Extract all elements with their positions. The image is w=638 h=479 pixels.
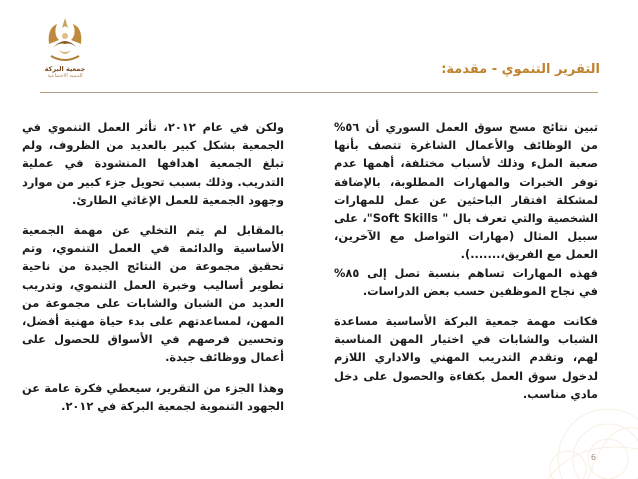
- association-logo: [38, 14, 92, 90]
- logo-emblem-icon: [41, 14, 89, 64]
- logo-subtitle: للتنمية الاجتماعية: [47, 73, 83, 79]
- page-number: 6: [590, 453, 596, 462]
- paragraph-results: بالمقابل لم يتم التخلي عن مهمة الجمعية الأساسية والدائمة في العمل التنموي، وتم تحقيق مجموعة من النتائج الجيدة من ناحية تطوير أساليب وخبرة العمل التنموي، وتدريب العديد من الشبان والشابات على مجموعة من المهن، لمساعدتهم على بدء حياة مهنية أفضل، وتحسين فرصهم في الأسواق للحصول على أعمال ووظائف جيدة.: [22, 223, 284, 365]
- logo-name: جمعية البركة: [44, 65, 86, 73]
- paragraph-survey: تبين نتائج مسح سوق العمل السوري أن ٥٦% من الوظائف والأعمال الشاغرة تتصف بأنها صعبة الملء وذلك لأسباب مختلفة، أهمها عدم توفر الخبرات والمهارات المطلوبة، بالإضافة لمشكلة افتقار الباحثين عن عمل للمهارات الشخصية والتي تعرف بال " Soft Skills"، على سبيل المثال (مهارات التواصل مع الآخرين، العمل مع الفريق،.......).: [334, 120, 598, 262]
- paragraph-section-intro: وهذا الجزء من التقرير، سيعطي فكرة عامة عن الجهود التنموية لجمعية البركة في ٢٠١٢.: [22, 380, 284, 413]
- header-divider: [40, 92, 598, 93]
- page-title: التقرير التنموي - مقدمة:: [441, 62, 600, 77]
- paragraph-mission: فكانت مهمة جمعية البركة الأساسية مساعدة الشباب والشابات في اختيار المهن المناسبة لهم، وتقدم التدريب المهني والاداري اللازم لدخول سوق العمل بكفاءة والحصول على دخل مادي مناسب.: [334, 314, 598, 401]
- left-column: [22, 118, 284, 427]
- paragraph-skills-impact: فهذه المهارات تساهم بنسبة تصل إلى ٨٥% في نجاح الموظفين حسب بعض الدراسات.: [334, 265, 598, 298]
- paragraph-2012-impact: ولكن في عام ٢٠١٢، تأثر العمل التنموي في الجمعية بشكل كبير بالعديد من الظروف، ولم تبلغ الجمعية اهدافها المنشودة في عملية التدريب. وذلك بسبب تحويل جزء كبير من موارد وجهود الجمعية للعمل الإغاثي الطارئ.: [22, 120, 284, 207]
- decorative-pattern-icon: [508, 359, 638, 479]
